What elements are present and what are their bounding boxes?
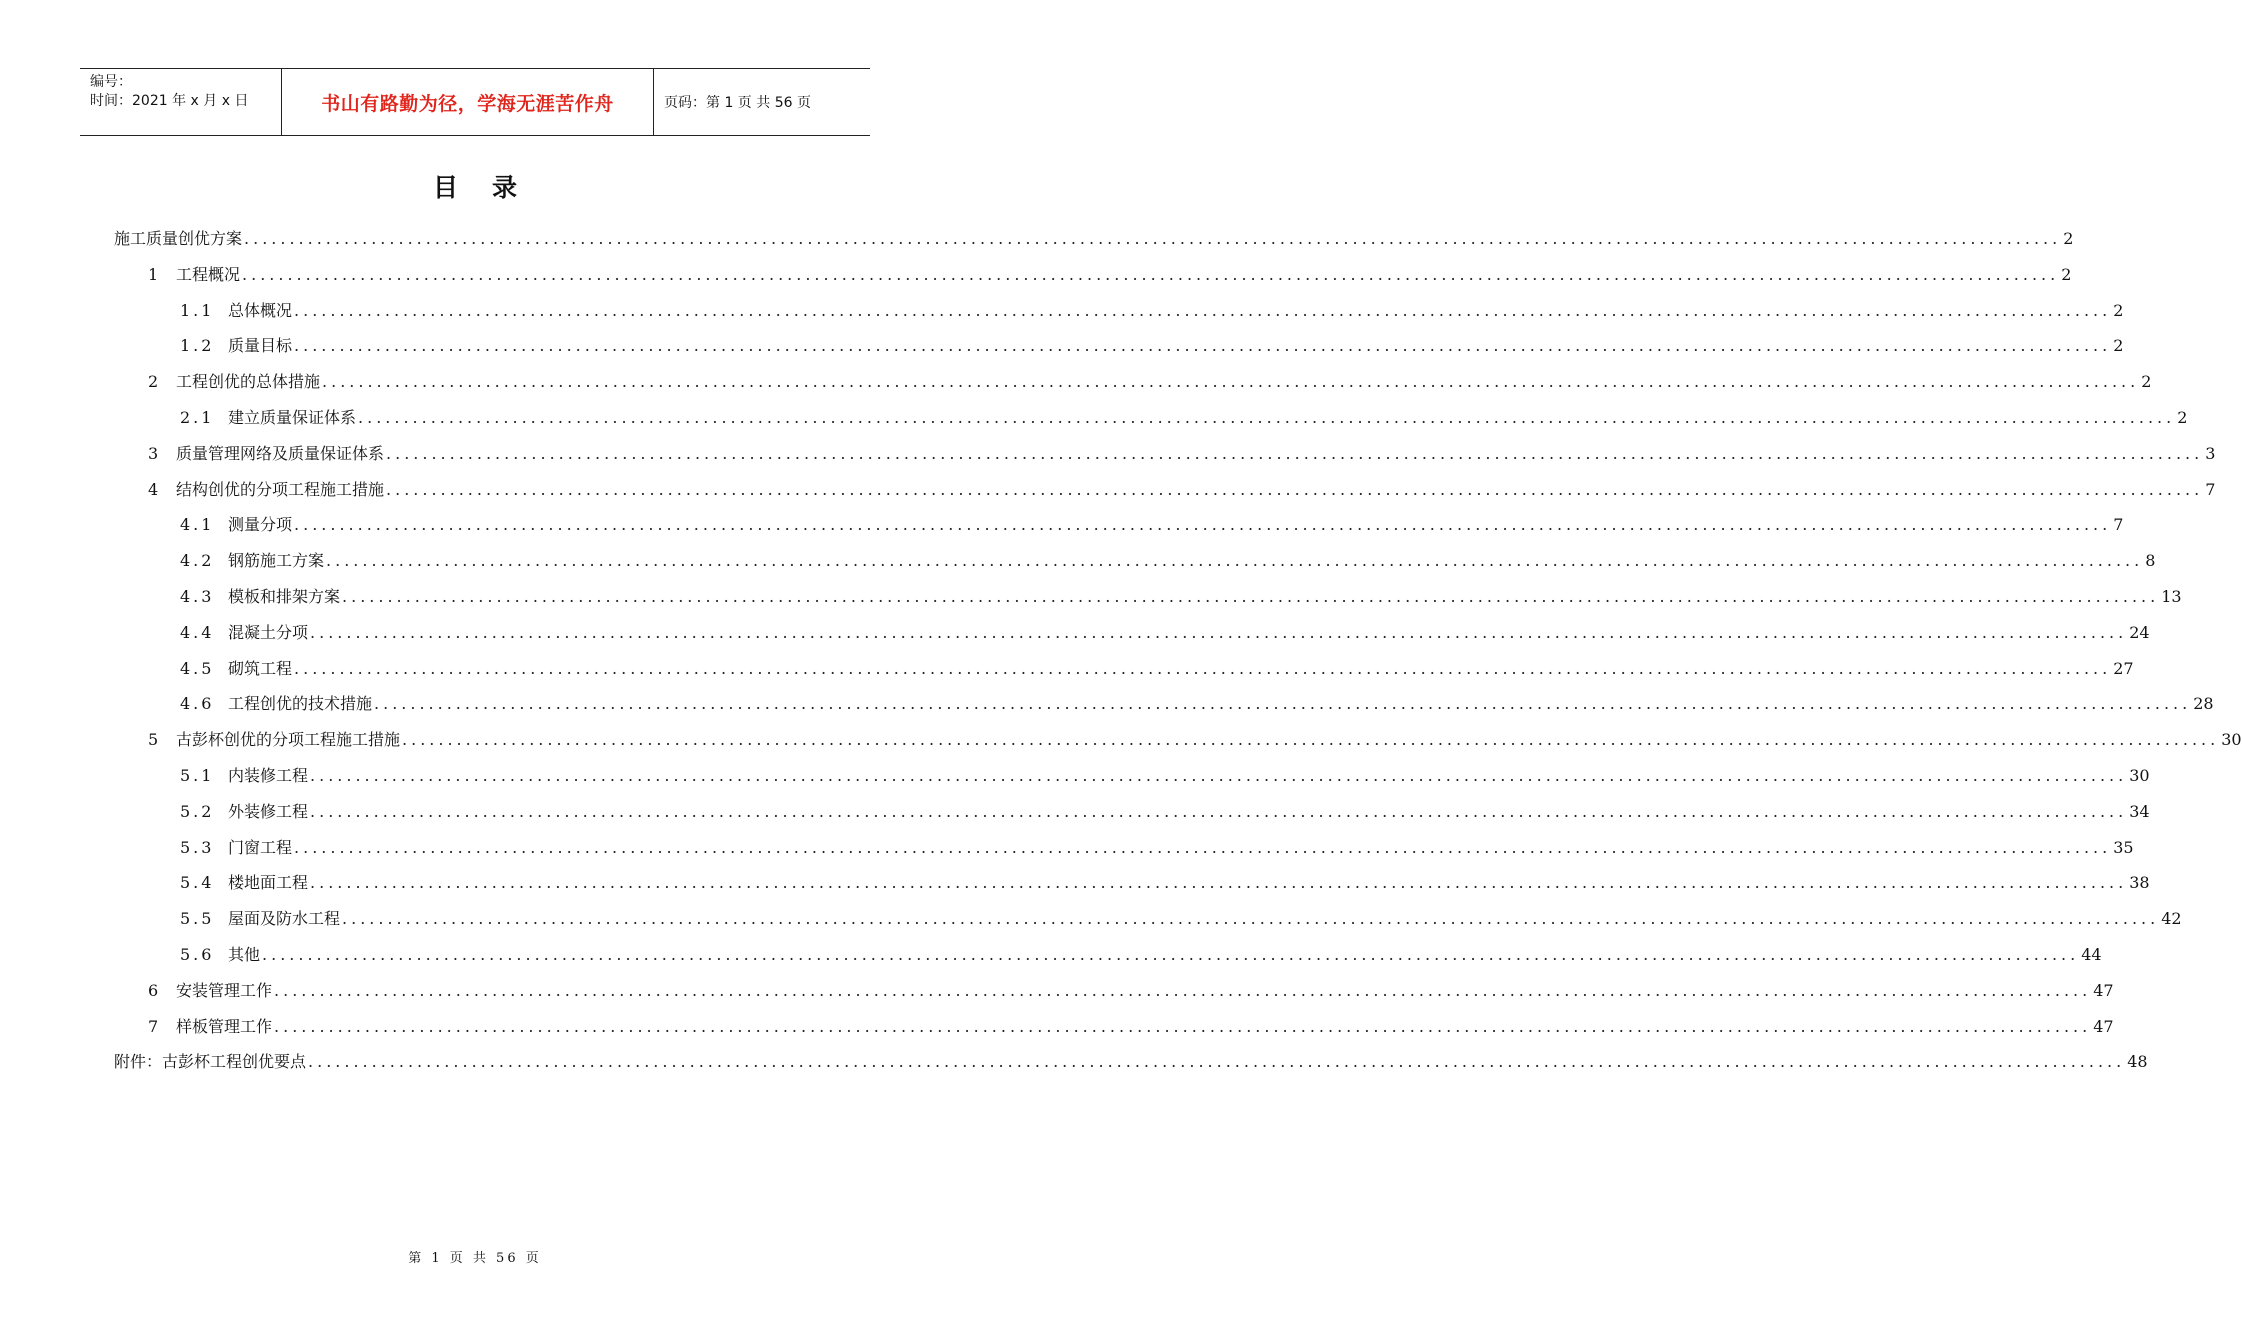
toc-leader-dots: ........................................................................................................................................................................................................ <box>274 1016 2092 1036</box>
toc-leader-dots: ........................................................................................................................................................................................................ <box>386 479 2204 499</box>
toc-entry[interactable] <box>114 615 2150 651</box>
toc-entry-page: 47 <box>2093 980 2114 1000</box>
page-footer: 第 1 页 共 56 页 <box>408 1251 542 1266</box>
toc-leader-dots: ........................................................................................................................................................................................................ <box>294 837 2112 857</box>
toc-entry[interactable] <box>114 973 2114 1009</box>
toc-entry-number: 5.1 <box>180 765 215 785</box>
toc-entry-label: 样板管理工作 <box>176 1016 273 1036</box>
toc-leader-dots: ........................................................................................................................................................................................................ <box>262 944 2080 964</box>
toc-entry[interactable] <box>114 328 2124 364</box>
toc-entry-page: 2 <box>2061 264 2072 284</box>
toc-entry[interactable] <box>114 722 2242 758</box>
toc-entry-page: 7 <box>2113 515 2124 535</box>
toc-entry-number: 5.3 <box>180 837 215 857</box>
toc-entry-label: 楼地面工程 <box>228 873 309 893</box>
toc-entry-number: 1 <box>148 264 159 284</box>
toc-entry-label: 质量目标 <box>228 336 293 356</box>
toc-leader-dots: ........................................................................................................................................................................................................ <box>322 372 2140 392</box>
toc-entry-label: 混凝土分项 <box>228 622 309 642</box>
toc-entry-label: 工程概况 <box>176 264 241 284</box>
toc-entry[interactable] <box>114 1009 2114 1045</box>
toc-entry-page: 24 <box>2129 622 2150 642</box>
toc-entry-page: 34 <box>2129 801 2150 821</box>
toc-leader-dots: ........................................................................................................................................................................................................ <box>358 407 2176 427</box>
toc-entry-number: 2.1 <box>180 407 215 427</box>
toc-entry-page: 44 <box>2081 944 2102 964</box>
toc-entry-number: 2 <box>148 372 159 392</box>
toc-entry[interactable] <box>114 364 2152 400</box>
toc-entry-label: 其他 <box>228 944 261 964</box>
header-meta-cell <box>80 69 281 135</box>
toc-entry-number: 3 <box>148 443 159 463</box>
toc-entry-number: 4.3 <box>180 586 215 606</box>
toc-entry[interactable] <box>114 686 2214 722</box>
toc-entry[interactable] <box>114 651 2134 687</box>
toc-leader-dots: ........................................................................................................................................................................................................ <box>308 1052 2126 1072</box>
toc-leader-dots: ........................................................................................................................................................................................................ <box>244 229 2062 248</box>
toc-entry-label: 施工质量创优方案 <box>114 229 243 248</box>
toc-entry[interactable] <box>114 937 2102 973</box>
table-of-contents <box>114 221 2242 1080</box>
header-table <box>80 68 870 136</box>
toc-entry-page: 7 <box>2205 479 2216 499</box>
toc-leader-dots: ........................................................................................................................................................................................................ <box>386 443 2204 463</box>
toc-leader-dots: ........................................................................................................................................................................................................ <box>294 336 2112 356</box>
toc-entry-page: 47 <box>2093 1016 2114 1036</box>
toc-entry-number: 5.2 <box>180 801 215 821</box>
toc-entry-page: 27 <box>2113 658 2134 678</box>
toc-entry-number: 5.5 <box>180 909 215 929</box>
toc-entry-page: 48 <box>2127 1052 2148 1072</box>
toc-entry-page: 38 <box>2129 873 2150 893</box>
header-page-cell <box>654 69 870 135</box>
toc-entry-label: 质量管理网络及质量保证体系 <box>176 443 385 463</box>
toc-entry-label: 门窗工程 <box>228 837 293 857</box>
toc-entry-page: 13 <box>2161 586 2182 606</box>
toc-entry[interactable] <box>114 865 2150 901</box>
toc-entry-number: 1.1 <box>180 300 215 320</box>
toc-entry[interactable] <box>114 1044 2148 1080</box>
toc-leader-dots: ........................................................................................................................................................................................................ <box>294 658 2112 678</box>
toc-entry[interactable] <box>114 400 2188 436</box>
time-label: 时间：2021 年 x 月 x 日 <box>90 93 249 109</box>
toc-entry-label: 模板和排架方案 <box>228 586 341 606</box>
toc-entry-page: 35 <box>2113 837 2134 857</box>
toc-leader-dots: ........................................................................................................................................................................................................ <box>326 551 2144 571</box>
toc-leader-dots: ........................................................................................................................................................................................................ <box>342 586 2160 606</box>
toc-entry-number: 4.2 <box>180 551 215 571</box>
toc-entry-page: 2 <box>2141 372 2152 392</box>
motto-text: 书山有路勤为径，学海无涯苦作舟 <box>321 92 614 115</box>
toc-entry-label: 外装修工程 <box>228 801 309 821</box>
toc-entry[interactable] <box>114 579 2182 615</box>
toc-entry-number: 4.4 <box>180 622 215 642</box>
toc-entry-number: 5.4 <box>180 873 215 893</box>
toc-entry-page: 30 <box>2221 730 2242 750</box>
toc-leader-dots: ........................................................................................................................................................................................................ <box>342 909 2160 929</box>
toc-entry-label: 内装修工程 <box>228 765 309 785</box>
toc-entry[interactable] <box>114 543 2156 579</box>
toc-entry-label: 屋面及防水工程 <box>228 909 341 929</box>
toc-entry[interactable] <box>114 830 2134 866</box>
toc-entry[interactable] <box>114 293 2124 329</box>
toc-leader-dots: ........................................................................................................................................................................................................ <box>310 765 2128 785</box>
toc-entry-page: 2 <box>2113 336 2124 356</box>
page-title: 目录 <box>432 173 551 202</box>
toc-entry-number: 5 <box>148 730 159 750</box>
toc-entry-number: 4 <box>148 479 159 499</box>
toc-leader-dots: ........................................................................................................................................................................................................ <box>310 622 2128 642</box>
toc-entry-page: 2 <box>2113 300 2124 320</box>
toc-entry[interactable] <box>114 507 2124 543</box>
code-label: 编号： <box>90 74 132 90</box>
toc-entry-label: 安装管理工作 <box>176 980 273 1000</box>
toc-entry-page: 2 <box>2063 229 2074 248</box>
toc-leader-dots: ........................................................................................................................................................................................................ <box>310 801 2128 821</box>
toc-leader-dots: ........................................................................................................................................................................................................ <box>274 980 2092 1000</box>
toc-entry-page: 3 <box>2205 443 2216 463</box>
toc-entry-label: 结构创优的分项工程施工措施 <box>176 479 385 499</box>
toc-leader-dots: ........................................................................................................................................................................................................ <box>402 730 2220 750</box>
page-info: 页码：第 1 页 共 56 页 <box>664 95 811 111</box>
toc-entry-number: 4.6 <box>180 694 215 714</box>
toc-leader-dots: ........................................................................................................................................................................................................ <box>310 873 2128 893</box>
toc-entry-number: 6 <box>148 980 159 1000</box>
toc-entry-label: 古彭杯创优的分项工程施工措施 <box>176 730 401 750</box>
toc-entry-label: 附件：古彭杯工程创优要点 <box>114 1052 307 1072</box>
toc-leader-dots: ........................................................................................................................................................................................................ <box>294 300 2112 320</box>
toc-entry-label: 工程创优的技术措施 <box>228 694 373 714</box>
toc-entry-number: 7 <box>148 1016 159 1036</box>
toc-entry[interactable] <box>114 758 2150 794</box>
toc-entry[interactable] <box>114 436 2216 472</box>
toc-entry-number: 1.2 <box>180 336 215 356</box>
toc-entry-label: 测量分项 <box>228 515 293 535</box>
toc-entry-page: 42 <box>2161 909 2182 929</box>
toc-entry-label: 钢筋施工方案 <box>228 551 325 571</box>
toc-entry-number: 4.5 <box>180 658 215 678</box>
toc-entry[interactable] <box>114 221 2074 257</box>
toc-entry-number: 5.6 <box>180 944 215 964</box>
toc-entry-page: 28 <box>2193 694 2214 714</box>
toc-entry-label: 工程创优的总体措施 <box>176 372 321 392</box>
toc-entry[interactable] <box>114 257 2072 293</box>
toc-entry[interactable] <box>114 794 2150 830</box>
toc-entry-label: 砌筑工程 <box>228 658 293 678</box>
toc-leader-dots: ........................................................................................................................................................................................................ <box>242 264 2060 284</box>
toc-entry-page: 8 <box>2145 551 2156 571</box>
toc-entry-label: 总体概况 <box>228 300 293 320</box>
header-motto-cell <box>281 69 654 135</box>
toc-entry-label: 建立质量保证体系 <box>228 407 357 427</box>
toc-leader-dots: ........................................................................................................................................................................................................ <box>374 694 2192 714</box>
toc-entry[interactable] <box>114 901 2182 937</box>
toc-entry[interactable] <box>114 472 2216 508</box>
toc-entry-number: 4.1 <box>180 515 215 535</box>
toc-entry-page: 30 <box>2129 765 2150 785</box>
toc-entry-page: 2 <box>2177 407 2188 427</box>
toc-leader-dots: ........................................................................................................................................................................................................ <box>294 515 2112 535</box>
